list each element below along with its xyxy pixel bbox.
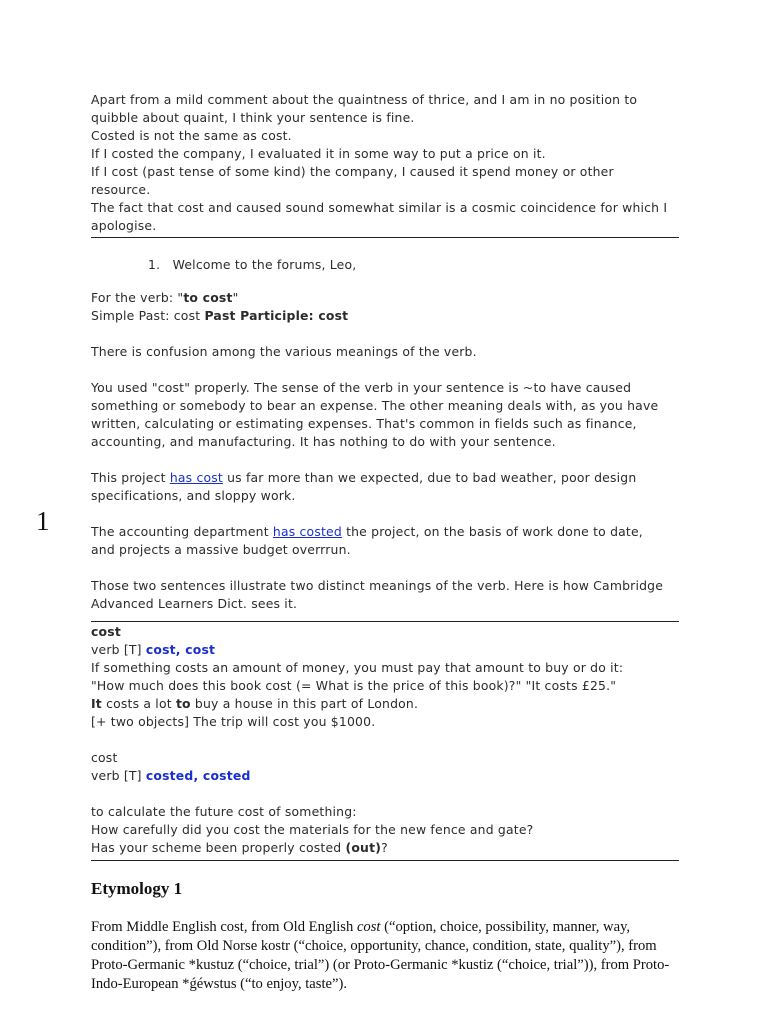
quote-line: Costed is not the same as cost. — [91, 128, 292, 143]
example: "How much does this book cost (= What is the price of this book)?" "It costs £25." — [91, 678, 617, 693]
used-line: You used "cost" properly. The sense of the verb in your sentence is ~to have caused — [91, 380, 632, 395]
divider — [91, 237, 679, 238]
page-number: 1 — [36, 506, 50, 536]
those-line: Advanced Learners Dict. sees it. — [91, 596, 298, 611]
example: [+ two objects] The trip will cost you $1000. — [91, 714, 376, 729]
confusion-line: There is confusion among the various meanings of the verb. — [91, 344, 477, 359]
definition: to calculate the future cost of something: — [91, 804, 357, 819]
those-line: Those two sentences illustrate two distinct meanings of the verb. Here is how Cambridge — [91, 578, 664, 593]
quote-block — [91, 91, 681, 235]
example: Has your scheme been properly costed (out)? — [91, 840, 388, 855]
etymology-heading: Etymology 1 — [91, 879, 183, 898]
headword: cost — [91, 624, 121, 639]
divider — [91, 621, 679, 622]
reply-block — [91, 289, 681, 613]
quote-line: If I costed the company, I evaluated it in some way to put a price on it. — [91, 146, 546, 161]
tense-line: Simple Past: cost Past Participle: cost — [91, 308, 349, 323]
definition: If something costs an amount of money, you must pay that amount to buy or do it: — [91, 660, 624, 675]
list-item-text: 1. Welcome to the forums, Leo, — [148, 257, 357, 272]
quote-line: The fact that cost and caused sound somewhat similar is a cosmic coincidence for which I — [91, 200, 668, 215]
verb-forms-line: verb [T] cost, cost — [91, 642, 216, 657]
accounting-line: and projects a massive budget overrrun. — [91, 542, 351, 557]
example: How carefully did you cost the materials for the new fence and gate? — [91, 822, 534, 837]
has-costed-link[interactable]: has costed — [272, 524, 342, 539]
verb-forms-line: verb [T] costed, costed — [91, 768, 251, 783]
quote-line: resource. — [91, 182, 151, 197]
quote-line: If I cost (past tense of some kind) the company, I caused it spend money or other — [91, 164, 614, 179]
etymology-text: From Middle English cost, from Old English cost (“option, choice, possibility, manner, way, condition”), from Old Norse kostr (“choice, opportunity, chance, condition, state, quality”), from Proto-Germanic *kustuz (“choice, trial”) (or Proto-Germanic *kustiz (“choice, trial”)), from Proto-Indo-European *ǵéwstus (“to enjoy, taste”). — [91, 919, 670, 992]
divider — [91, 860, 679, 861]
quote-line: apologise. — [91, 218, 157, 233]
accounting-line: The accounting department has costed the project, on the basis of work done to date, — [91, 524, 643, 539]
used-line: accounting, and manufacturing. It has nothing to do with your sentence. — [91, 434, 556, 449]
dictionary-entry — [91, 623, 681, 857]
used-line: written, calculating or estimating expenses. That's common in fields such as finance, — [91, 416, 637, 431]
quote-line: Apart from a mild comment about the quaintness of thrice, and I am in no position to — [91, 92, 638, 107]
headword: cost — [91, 750, 118, 765]
example: It costs a lot to buy a house in this part of London. — [91, 696, 419, 711]
project-line: This project has cost us far more than we expected, due to bad weather, poor design — [91, 470, 637, 485]
list-item — [148, 256, 678, 274]
has-cost-link[interactable]: has cost — [169, 470, 223, 485]
project-line: specifications, and sloppy work. — [91, 488, 296, 503]
used-line: something or somebody to bear an expense. The other meaning deals with, as you have — [91, 398, 659, 413]
verb-line: For the verb: "to cost" — [91, 290, 239, 305]
quote-line: quibble about quaint, I think your sentence is fine. — [91, 110, 415, 125]
